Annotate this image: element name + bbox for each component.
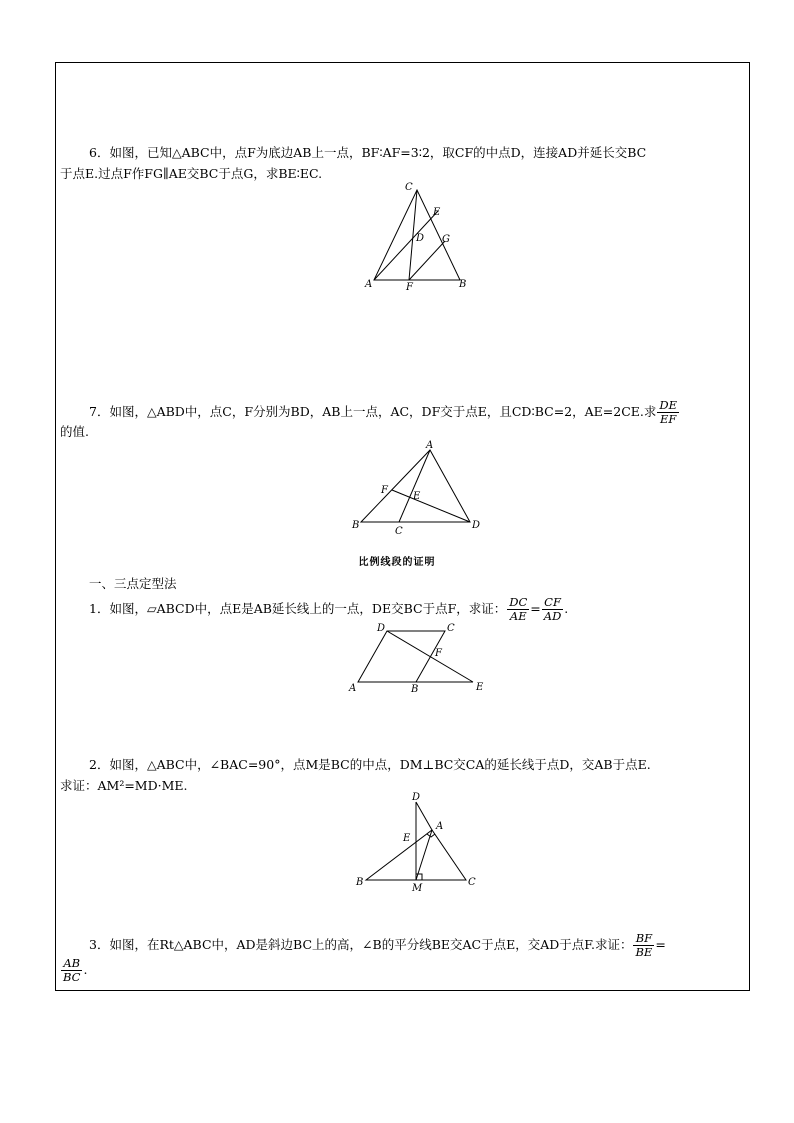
label-E: E <box>433 207 441 218</box>
fraction-numerator: DE <box>659 398 677 412</box>
question-2-line-2: 求证：AM²=MD·ME. <box>60 778 188 793</box>
label-A: A <box>426 440 434 451</box>
fraction-dc-ae <box>507 596 529 623</box>
label-A: A <box>436 821 444 832</box>
problem-7-line-1 <box>89 399 680 426</box>
label-M: M <box>412 883 423 894</box>
problem-7-line-2: 的值. <box>60 424 89 439</box>
fraction-denominator: AE <box>509 609 527 623</box>
label-B: B <box>459 279 467 290</box>
question-3-line-1 <box>89 932 666 959</box>
fraction-numerator: BF <box>633 932 654 946</box>
label-D: D <box>416 233 425 244</box>
fraction-denominator: EF <box>660 412 677 426</box>
figure-6 <box>360 180 480 292</box>
fraction-denominator: BE <box>635 945 653 959</box>
label-A: A <box>365 279 373 290</box>
question-3-text: 3．如图，在Rt△ABC中，AD是斜边BC上的高，∠B的平分线BE交AC于点E，交AD于点F.求证： <box>89 937 633 952</box>
fraction-bf-be <box>633 932 654 959</box>
fraction-numerator: CF <box>542 596 564 610</box>
question-3-line-2 <box>60 957 87 984</box>
figure-7 <box>350 438 490 538</box>
label-F: F <box>435 648 442 659</box>
label-E: E <box>403 833 411 844</box>
label-E: E <box>476 682 484 693</box>
section-heading: 一、三点定型法 <box>89 576 177 591</box>
label-C: C <box>395 526 403 537</box>
label-D: D <box>377 623 386 634</box>
period: . <box>564 601 569 616</box>
label-B: B <box>356 877 364 888</box>
label-E: E <box>413 491 421 502</box>
label-G: G <box>442 234 450 245</box>
label-D: D <box>412 792 421 803</box>
figure-q1 <box>345 620 495 695</box>
label-A: A <box>349 683 357 694</box>
fraction-numerator: AB <box>61 957 82 971</box>
label-D: D <box>472 520 481 531</box>
fraction-denominator: AD <box>543 609 562 623</box>
figure-q2 <box>350 790 485 895</box>
label-C: C <box>405 182 413 193</box>
equals-sign: = <box>655 937 666 952</box>
label-B: B <box>352 520 360 531</box>
label-C: C <box>468 877 476 888</box>
label-B: B <box>411 684 419 695</box>
question-1-line <box>89 596 568 623</box>
fraction-denominator: BC <box>63 970 81 984</box>
fraction-ab-bc <box>61 957 82 984</box>
section-title: 比例线段的证明 <box>358 557 436 568</box>
problem-7-text: 7．如图，△ABD中，点C，F分别为BD，AB上一点，AC，DF交于点E，且CD∶BC=2，AE=2CE.求 <box>89 404 657 419</box>
question-2-line-1: 2．如图，△ABC中，∠BAC=90°，点M是BC的中点，DM⊥BC交CA的延长线于点D，交AB于点E. <box>89 757 651 772</box>
label-F: F <box>381 485 388 496</box>
question-1-text: 1．如图，▱ABCD中，点E是AB延长线上的一点，DE交BC于点F，求证： <box>89 601 507 616</box>
period: . <box>83 962 88 977</box>
fraction-numerator: DC <box>509 595 528 609</box>
problem-6-line-1: 6．如图，已知△ABC中，点F为底边AB上一点，BF∶AF=3∶2，取CF的中点D，连接AD并延长交BC <box>89 145 647 160</box>
label-C: C <box>447 623 455 634</box>
fraction-de-ef <box>657 399 679 426</box>
problem-6-line-2: 于点E.过点F作FG∥AE交BC于点G，求BE∶EC. <box>60 166 323 181</box>
fraction-cf-ad <box>542 596 564 623</box>
label-F: F <box>406 282 413 293</box>
equals-sign: = <box>530 601 541 616</box>
